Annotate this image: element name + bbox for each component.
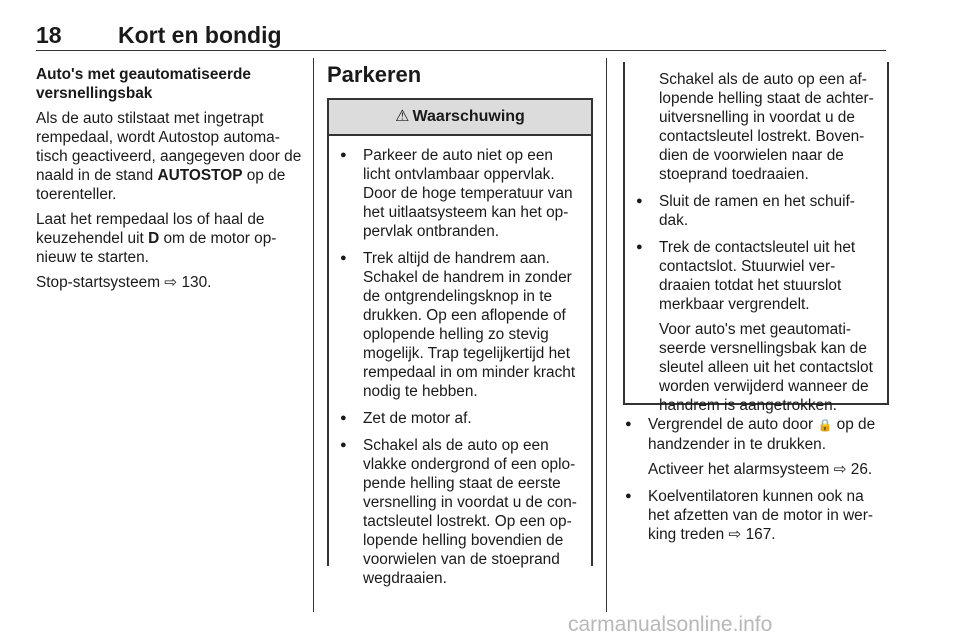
list-item-note: Activeer het alarmsysteem ⇨ 26. — [648, 461, 873, 478]
list-item-note: Voor auto's met geautomati-seerde versnellingsbak kan de sleutel alleen uit het contactslot worden verwijderd wanneer de handrem is aangetrokken. — [659, 321, 873, 414]
warning-box — [327, 98, 593, 587]
list-item: ● Trek altijd de handrem aan. Schakel de handrem in zonder de ontgrendelingsknop in te drukken. Op een aflopende of oplopende helling zo stevig mogelijk. Trap tegelijkertijd het rempedaal in om minder kracht nodig te hebben. — [338, 249, 582, 401]
warning-list — [338, 146, 582, 596]
header-divider — [36, 50, 886, 51]
column-1 — [36, 65, 302, 298]
gear-d-label: D — [148, 230, 160, 247]
column-divider-left — [313, 58, 314, 612]
warning-continued-content — [634, 70, 878, 423]
list-item: ● Schakel als de auto op een vlakke ondergrond of een oplo-pende helling staat de eerste versnelling in voordat u de con-tactsleutel lostrekt. Op een op-lopende helling bovendien de voorwielen van de stoeprand wegdraaien. — [338, 436, 582, 588]
list-item: ● Koelventilatoren kunnen ook na het afzetten van de motor in wer-king treden ⇨ 167. — [623, 487, 885, 544]
section-title: Kort en bondig — [118, 22, 282, 48]
warning-label: Waarschuwing — [412, 108, 525, 125]
warning-continued-list — [634, 192, 878, 415]
list-item: ● Sluit de ramen en het schuif-dak. — [634, 192, 878, 230]
list-item: ● Trek de contactsleutel uit het contactslot. Stuurwiel ver-draaien totdat het stuurslot merkbaar vergrendelt. Voor auto's met geautomati-seerde versnellingsbak kan de sleutel alleen uit het contactslot worden verwijderd wanneer de handrem is aangetrokken. — [634, 238, 878, 415]
warning-box-continued — [623, 62, 889, 414]
warning-continued-text: Schakel als de auto op een af-lopende helling staat de achter-uitversnelling in voordat u de contactsleutel lostrekt. Boven-dien de voorwielen naar de stoeprand toedraaien. — [659, 71, 874, 183]
parking-list — [623, 415, 885, 552]
heading-parkeren: Parkeren — [327, 62, 422, 87]
paragraph-restart: Laat het rempedaal los of haal de keuzehendel uit D om de motor op-nieuw te starten. — [36, 211, 277, 266]
list-item: ● Vergrendel de auto door 🔒 op de handzender in te drukken. Activeer het alarmsysteem ⇨ 26. — [623, 415, 885, 479]
list-item: ● Parkeer de auto niet op een licht ontvlambaar oppervlak. Door de hoge temperatuur van het uitlaatsysteem kan het op-pervlak ontbranden. — [338, 146, 582, 241]
lock-icon: 🔒 — [817, 418, 833, 432]
cross-reference-stop-start: Stop-startsysteem ⇨ 130. — [36, 274, 212, 291]
paragraph-autostop: Als de auto stilstaat met ingetrapt rempedaal, wordt Autostop automa-tisch geactiveerd, aangegeven door de naald in de stand AUTOSTOP op de toerenteller. — [36, 110, 302, 203]
autostop-label: AUTOSTOP — [157, 167, 243, 184]
subheading: Auto's met geautomatiseerde versnellingsbak — [36, 66, 251, 102]
list-item: ● Zet de motor af. — [338, 409, 582, 428]
page-header — [36, 22, 886, 52]
warning-triangle-icon: ⚠ — [395, 108, 410, 125]
watermark: carmanualsonline.info — [568, 613, 773, 636]
warning-header — [329, 98, 591, 136]
page-number: 18 — [36, 22, 62, 48]
column-divider-right — [606, 58, 607, 612]
